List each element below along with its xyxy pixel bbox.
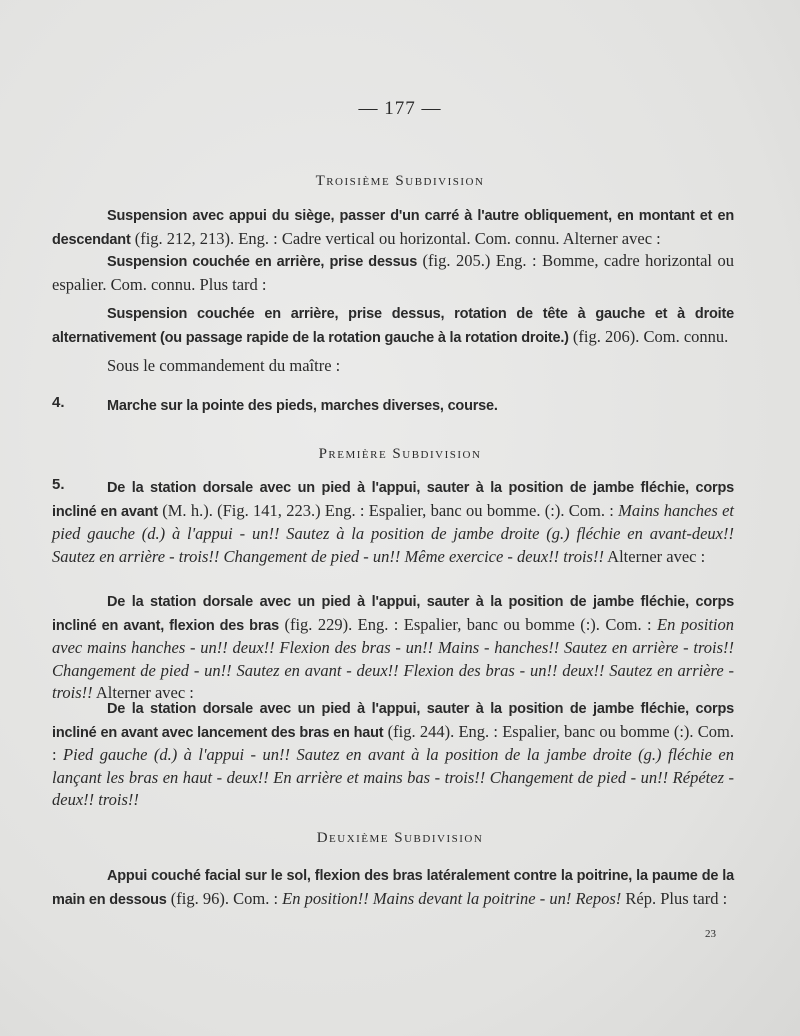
paragraph-suspension-couchee <box>52 250 734 296</box>
item-5-text <box>52 476 734 568</box>
paragraph-bold-text: Suspension couchée en arrière, prise dessus <box>107 254 418 270</box>
paragraph-italic-command: Pied gauche (d.) à l'appui - un!! Sautez en avant à la position de la jambe droite (g.) fléchie en lançant les bras en haut - deux!! En arrière et mains bas - trois!! Changement de pied - un!! Répétez - deux!! trois!! <box>52 745 734 809</box>
paragraph-suspension-rotation <box>52 302 734 349</box>
paragraph-bold-text: Suspension avec appui du siège, passer d'un carré à l'autre obliquement, en montant et en descendant <box>52 208 734 248</box>
paragraph-appui-couche <box>52 864 734 911</box>
section-heading-premiere: Première Subdivision <box>318 446 482 462</box>
paragraph-bold-text: De la station dorsale avec un pied à l'appui, sauter à la position de jambe fléchie, corps incliné en avant avec lancement des bras en haut <box>52 701 734 741</box>
paragraph-italic-command: En position!! Mains devant la poitrine - un! Repos! <box>282 888 622 908</box>
paragraph-text-end: Rép. Plus tard : <box>621 888 728 908</box>
item-4-text <box>107 394 734 418</box>
paragraph-bold-text: Suspension couchée en arrière, prise dessus, rotation de tête à gauche et à droite alternativement (ou passage rapide de la rotation gauche à la rotation droite.) <box>52 306 734 346</box>
paragraph-text: (fig. 244). Eng. : Espalier, banc ou bomme (:). Com. : <box>52 721 734 764</box>
item-bold-text: De la station dorsale avec un pied à l'appui, sauter à la position de jambe fléchie, corps incliné en avant <box>52 480 734 520</box>
paragraph-suspension-siege <box>52 204 734 251</box>
paragraph-lancement-bras <box>52 697 734 812</box>
paragraph-text: (fig. 206). Com. connu. <box>568 326 729 346</box>
item-bold-text: Marche sur la pointe des pieds, marches diverses, course. <box>107 398 498 414</box>
item-number-4: 4. <box>52 394 65 411</box>
paragraph-text: (fig. 229). Eng. : Espalier, banc ou bomme (:). Com. : <box>279 614 658 634</box>
paragraph-bold-text: De la station dorsale avec un pied à l'appui, sauter à la position de jambe fléchie, corps incliné en avant, flexion des bras <box>52 594 734 634</box>
paragraph-text: (fig. 96). Com. : <box>166 888 283 908</box>
item-text: (M. h.). (Fig. 141, 223.) Eng. : Espalier, banc ou bomme. (:). Com. : <box>157 500 619 520</box>
paragraph-text: Sous le commandement du maître : <box>107 356 341 375</box>
item-number-5: 5. <box>52 476 65 493</box>
paragraph-text: (fig. 205.) Eng. : Bomme, cadre horizontal ou espalier. Com. connu. Plus tard : <box>52 251 734 294</box>
section-heading-deuxieme: Deuxième Subdivision <box>316 830 484 846</box>
page-number: — 177 — <box>358 98 442 119</box>
paragraph-text-end: Alterner avec : <box>92 683 194 702</box>
paragraph-italic-command: En position avec mains hanches - un!! deux!! Flexion des bras - un!! Mains - hanches!! Sautez en arrière - trois!! Changement de pied - un!! Sautez en avant - deux!! Flexion des bras - un!! deux!! Sautez en arrière - trois!! <box>52 614 734 702</box>
paragraph-flexion-bras <box>52 590 734 705</box>
paragraph-text: (fig. 212, 213). Eng. : Cadre vertical ou horizontal. Com. connu. Alterner avec : <box>130 228 661 248</box>
item-text-end: Alterner avec : <box>603 546 706 566</box>
item-italic-command: Mains hanches et pied gauche (d.) à l'appui - un!! Sautez à la position de jambe droite (g.) fléchie en avant-deux!! Sautez en arrière - trois!! Changement de pied - un!! Même exercice - deux!! trois!! <box>52 500 734 566</box>
paragraph-commandement <box>52 355 734 378</box>
paragraph-bold-text: Appui couché facial sur le sol, flexion des bras latéralement contre la poitrine, la paume de la main en dessous <box>52 868 734 908</box>
footer-signature-number: 23 <box>705 928 716 940</box>
section-heading-troisieme: Troisième Subdivision <box>315 173 485 189</box>
